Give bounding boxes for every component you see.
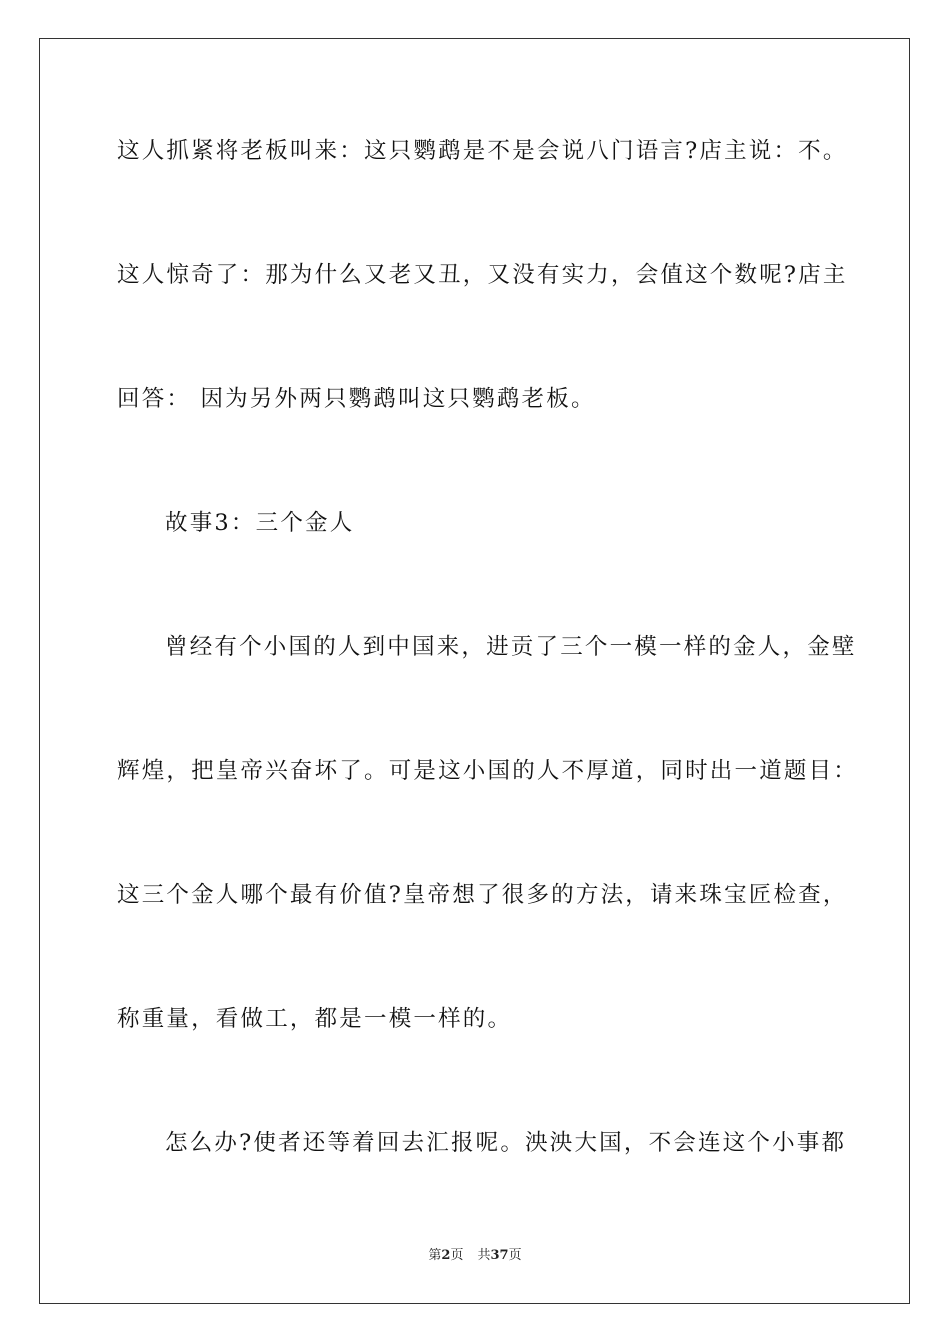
text-line: 称重量，看做工，都是一模一样的。	[117, 1006, 513, 1032]
text-line: 怎么办?使者还等着回去汇报呢。泱泱大国，不会连这个小事都	[165, 1130, 847, 1156]
text-line: 曾经有个小国的人到中国来，进贡了三个一模一样的金人，金壁	[165, 634, 857, 660]
page-footer	[0, 1247, 950, 1265]
text-line: 回答： 因为另外两只鹦鹉叫这只鹦鹉老板。	[117, 386, 596, 412]
section-heading: 故事3：三个金人	[165, 510, 355, 536]
page-border	[39, 38, 910, 1304]
page-suffix: 页	[450, 1248, 464, 1263]
text-line: 这人抓紧将老板叫来：这只鹦鹉是不是会说八门语言?店主说：不。	[117, 138, 848, 164]
total-prefix: 共	[477, 1248, 491, 1263]
current-page-number: 2	[441, 1248, 451, 1263]
total-suffix: 页	[508, 1248, 522, 1263]
text-line: 辉煌，把皇帝兴奋坏了。可是这小国的人不厚道，同时出一道题目：	[117, 758, 859, 784]
text-line: 这人惊奇了：那为什么又老又丑，又没有实力，会值这个数呢?店主	[117, 262, 848, 288]
total-page-number: 37	[490, 1248, 509, 1263]
text-line: 这三个金人哪个最有价值?皇帝想了很多的方法，请来珠宝匠检查，	[117, 882, 848, 908]
page-prefix: 第	[428, 1248, 442, 1263]
